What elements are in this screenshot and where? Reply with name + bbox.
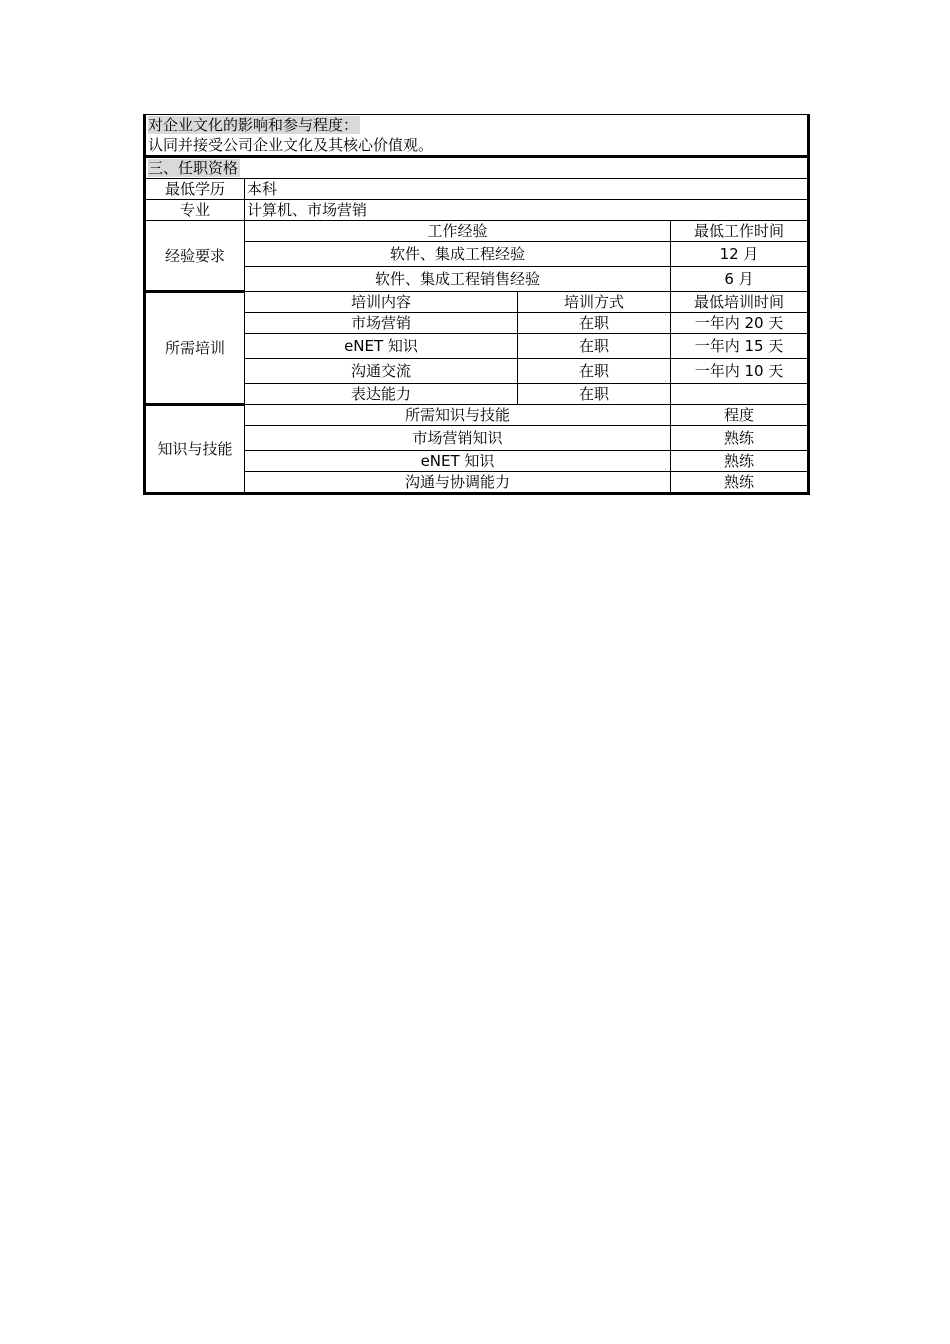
table-row [145, 242, 809, 267]
skills-item: 市场营销知识 [245, 426, 671, 451]
skills-item: eNET 知识 [245, 451, 671, 472]
experience-label: 经验要求 [145, 221, 245, 292]
major-row [145, 200, 809, 221]
training-method: 在职 [518, 384, 671, 405]
training-col-content: 培训内容 [245, 292, 518, 313]
culture-text: 认同并接受公司企业文化及其核心价值观。 [145, 135, 809, 157]
job-description-sheet [143, 114, 807, 495]
training-method: 在职 [518, 313, 671, 334]
training-time: 一年内 10 天 [671, 359, 809, 384]
skills-header-row [145, 405, 809, 426]
education-value: 本科 [245, 179, 809, 200]
experience-time: 12 月 [671, 242, 809, 267]
skills-label: 知识与技能 [145, 405, 245, 494]
skills-level: 熟练 [671, 451, 809, 472]
skills-item: 沟通与协调能力 [245, 472, 671, 494]
training-content: 沟通交流 [245, 359, 518, 384]
table-row [145, 451, 809, 472]
section-title-cell [145, 157, 809, 179]
experience-col-work: 工作经验 [245, 221, 671, 242]
culture-heading-row [145, 115, 809, 136]
table-row [145, 334, 809, 359]
skills-col-level: 程度 [671, 405, 809, 426]
skills-col-skill: 所需知识与技能 [245, 405, 671, 426]
training-header-row [145, 292, 809, 313]
major-value: 计算机、市场营销 [245, 200, 809, 221]
training-content: 市场营销 [245, 313, 518, 334]
experience-item: 软件、集成工程销售经验 [245, 267, 671, 292]
training-content: 表达能力 [245, 384, 518, 405]
training-method: 在职 [518, 359, 671, 384]
skills-level: 熟练 [671, 472, 809, 494]
training-time: 一年内 20 天 [671, 313, 809, 334]
training-method: 在职 [518, 334, 671, 359]
major-label: 专业 [145, 200, 245, 221]
training-label: 所需培训 [145, 292, 245, 405]
skills-level: 熟练 [671, 426, 809, 451]
section-title: 三、任职资格 [148, 159, 239, 177]
training-time: 一年内 15 天 [671, 334, 809, 359]
table-row [145, 313, 809, 334]
training-time [671, 384, 809, 405]
table-row [145, 472, 809, 494]
training-content: eNET 知识 [245, 334, 518, 359]
experience-time: 6 月 [671, 267, 809, 292]
experience-item: 软件、集成工程经验 [245, 242, 671, 267]
table-row [145, 384, 809, 405]
education-label: 最低学历 [145, 179, 245, 200]
training-col-method: 培训方式 [518, 292, 671, 313]
table-row [145, 426, 809, 451]
table-row [145, 267, 809, 292]
experience-header-row [145, 221, 809, 242]
experience-col-min-time: 最低工作时间 [671, 221, 809, 242]
qualification-table [143, 114, 810, 495]
section-title-row [145, 157, 809, 179]
culture-text-row [145, 135, 809, 157]
culture-heading-cell [145, 115, 809, 136]
education-row [145, 179, 809, 200]
culture-heading: 对企业文化的影响和参与程度： [148, 116, 359, 134]
table-row [145, 359, 809, 384]
training-col-min-time: 最低培训时间 [671, 292, 809, 313]
